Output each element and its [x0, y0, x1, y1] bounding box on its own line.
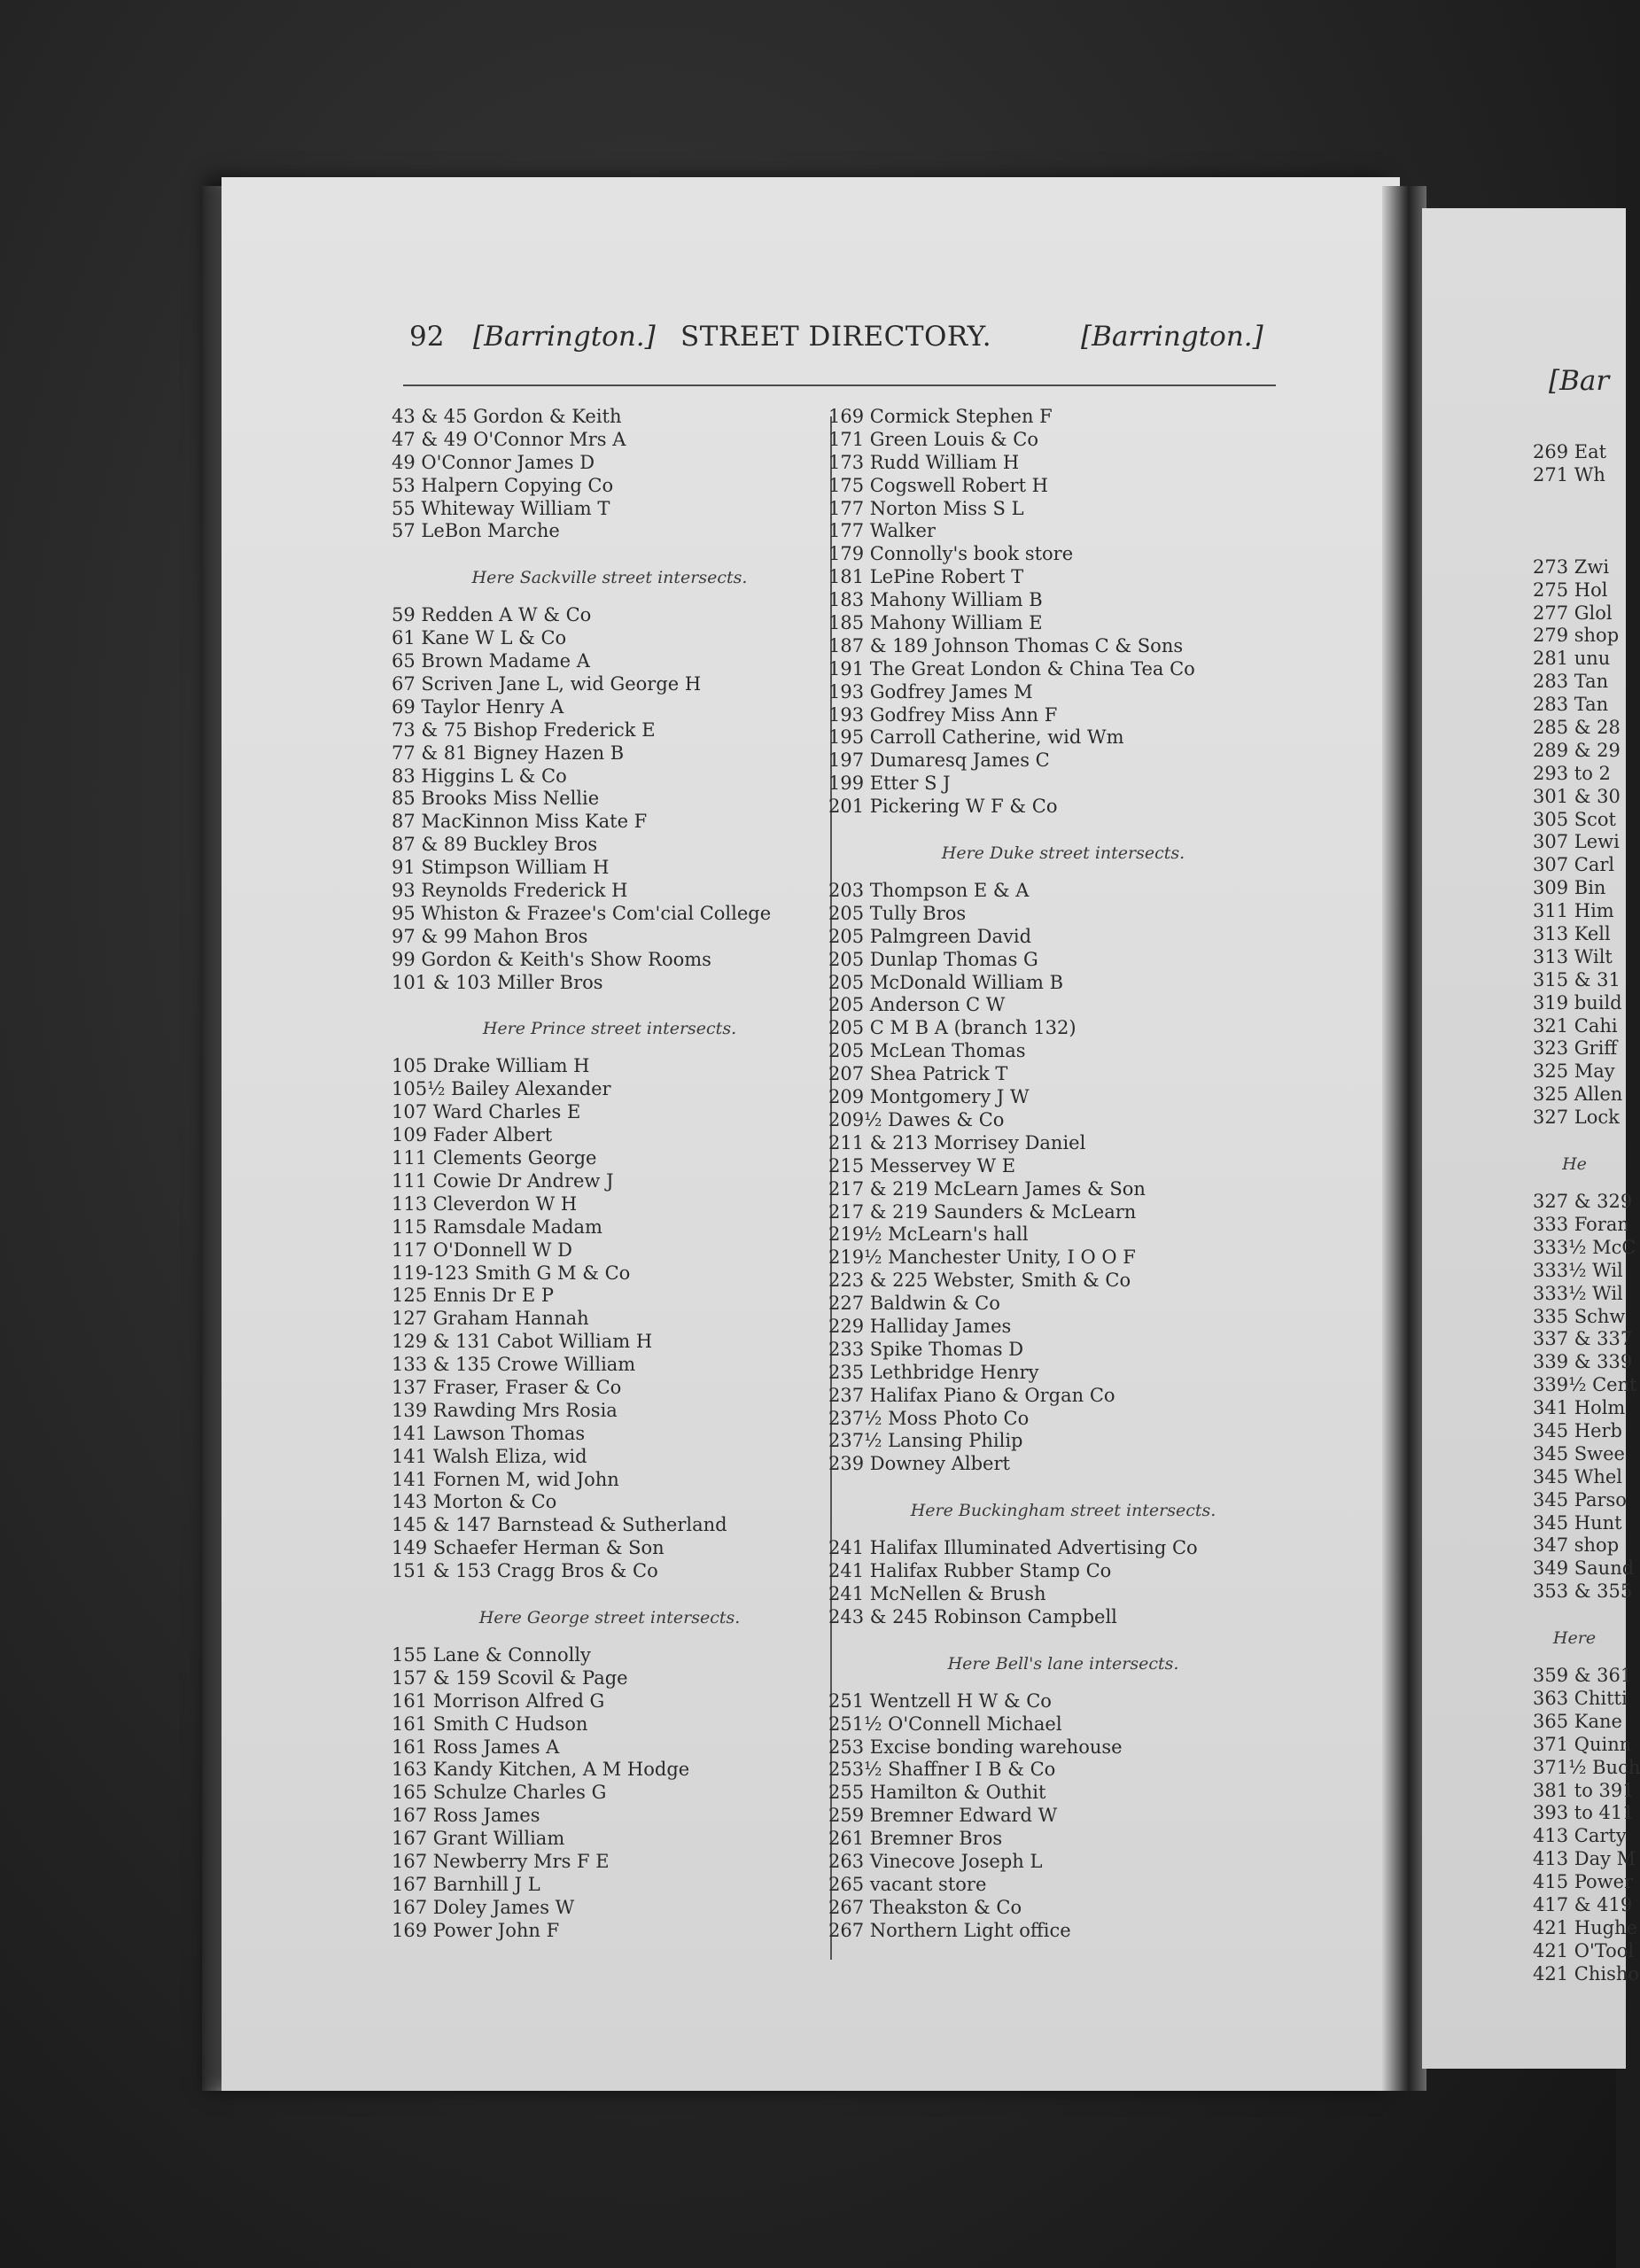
- directory-entry: 233 Spike Thomas D: [828, 1338, 1024, 1360]
- spacer: [828, 1675, 1298, 1690]
- spacer: [828, 865, 1298, 880]
- directory-entry: 167 Newberry Mrs F E: [392, 1850, 610, 1872]
- directory-entry: 57 LeBon Marche: [392, 520, 560, 542]
- directory-entry: 201 Pickering W F & Co: [828, 796, 1058, 818]
- directory-entry: 345 Parso: [1533, 1488, 1627, 1511]
- spacer: [392, 1040, 828, 1055]
- directory-entry: 293 to 2: [1533, 762, 1611, 784]
- directory-entry: 333 Foran: [1533, 1213, 1629, 1235]
- directory-entry: 59 Redden A W & Co: [392, 604, 592, 626]
- directory-entry: 261 Bremner Bros: [828, 1828, 1003, 1850]
- header-right-street: [Barrington.]: [1081, 321, 1263, 353]
- directory-entry: 205 Anderson C W: [828, 994, 1006, 1016]
- directory-entry: 241 McNellen & Brush: [828, 1582, 1046, 1604]
- directory-entry: 107 Ward Charles E: [392, 1101, 581, 1123]
- directory-entry: 179 Connolly's book store: [828, 543, 1074, 565]
- directory-entry: 283 Tan: [1533, 671, 1609, 693]
- directory-entry: 113 Cleverdon W H: [392, 1192, 578, 1215]
- directory-entry: 285 & 28: [1533, 717, 1621, 739]
- directory-entry: 333½ Wil: [1533, 1282, 1623, 1304]
- spacer: [1533, 533, 1616, 556]
- directory-entry: 335 Schw: [1533, 1305, 1626, 1327]
- directory-entry: 339 & 339: [1533, 1351, 1633, 1373]
- directory-entry: 169 Power John F: [392, 1919, 560, 1941]
- spacer: [828, 1522, 1298, 1537]
- directory-entry: 345 Swee: [1533, 1442, 1625, 1464]
- directory-entry: 269 Eat: [1533, 441, 1607, 462]
- directory-entry: 161 Smith C Hudson: [392, 1713, 588, 1735]
- directory-entry: 421 Chisho: [1533, 1962, 1640, 1984]
- directory-entry: 341 Holm: [1533, 1397, 1626, 1419]
- intersection-note: He: [1562, 1154, 1587, 1175]
- directory-entry: 273 Zwi: [1533, 555, 1610, 578]
- directory-entry: 237 Halifax Piano & Organ Co: [828, 1384, 1115, 1406]
- spacer: [392, 589, 828, 604]
- directory-entry: 205 C M B A (branch 132): [828, 1017, 1076, 1039]
- right-page-column: [1533, 441, 1640, 1986]
- directory-entry: 85 Brooks Miss Nellie: [392, 788, 600, 810]
- directory-entry: 227 Baldwin & Co: [828, 1293, 1000, 1315]
- directory-entry: 161 Ross James A: [392, 1736, 560, 1758]
- directory-entry: 117 O'Donnell W D: [392, 1239, 572, 1261]
- directory-entry: 185 Mahony William E: [828, 612, 1043, 634]
- directory-entry: 197 Dumaresq James C: [828, 750, 1050, 772]
- directory-entry: 325 Allen: [1533, 1084, 1623, 1106]
- directory-entry: 359 & 361: [1533, 1665, 1633, 1687]
- directory-entry: 283 Tan: [1533, 694, 1609, 716]
- directory-entry: 323 Griff: [1533, 1037, 1618, 1060]
- spacer: [392, 994, 828, 1017]
- directory-entry: 161 Morrison Alfred G: [392, 1689, 605, 1712]
- directory-entry: 163 Kandy Kitchen, A M Hodge: [392, 1759, 690, 1781]
- directory-entry: 93 Reynolds Frederick H: [392, 880, 628, 902]
- directory-entry: 217 & 219 Saunders & McLearn: [828, 1200, 1137, 1223]
- directory-entry: 313 Kell: [1533, 923, 1611, 945]
- directory-entry: 311 Him: [1533, 900, 1614, 922]
- directory-entry: 87 MacKinnon Miss Kate F: [392, 811, 648, 833]
- spacer: [1533, 1176, 1616, 1191]
- directory-entry: 209½ Dawes & Co: [828, 1108, 1005, 1130]
- directory-entry: 49 O'Connor James D: [392, 451, 595, 473]
- spacer: [1533, 1130, 1616, 1153]
- directory-entry: 195 Carroll Catherine, wid Wm: [828, 726, 1124, 749]
- directory-entry: 111 Cowie Dr Andrew J: [392, 1169, 614, 1192]
- directory-entry: 129 & 131 Cabot William H: [392, 1331, 653, 1353]
- spacer: [392, 543, 828, 566]
- directory-entry: 97 & 99 Mahon Bros: [392, 925, 588, 947]
- directory-entry: 305 Scot: [1533, 808, 1616, 830]
- spacer: [1533, 510, 1616, 533]
- book-gutter: [1382, 186, 1426, 2091]
- directory-entry: 125 Ennis Dr E P: [392, 1285, 554, 1307]
- directory-entry: 133 & 135 Crowe William: [392, 1354, 636, 1376]
- directory-entry: 265 vacant store: [828, 1873, 987, 1895]
- intersection-note: Here Buckingham street intersects.: [910, 1501, 1216, 1521]
- directory-entry: 205 McDonald William B: [828, 971, 1064, 993]
- directory-entry: 91 Stimpson William H: [392, 857, 610, 879]
- directory-entry: 167 Grant William: [392, 1828, 565, 1850]
- directory-entry: 279 shop: [1533, 625, 1620, 647]
- directory-entry: 191 The Great London & China Tea Co: [828, 657, 1195, 680]
- directory-entry: 181 LePine Robert T: [828, 566, 1024, 588]
- directory-entry: 119-123 Smith G M & Co: [392, 1262, 631, 1284]
- directory-entry: 155 Lane & Connolly: [392, 1643, 591, 1666]
- directory-entry: 237½ Moss Photo Co: [828, 1407, 1030, 1429]
- directory-entry: 111 Clements George: [392, 1147, 597, 1169]
- directory-entry: 219½ Manchester Unity, I O O F: [828, 1247, 1136, 1269]
- page-edge-shadow: [202, 186, 223, 2091]
- directory-entry: 217 & 219 McLearn James & Son: [828, 1177, 1146, 1200]
- directory-entry: 53 Halpern Copying Co: [392, 474, 614, 496]
- directory-entry: 349 Saund: [1533, 1557, 1635, 1580]
- directory-entry: 281 unu: [1533, 648, 1611, 670]
- spacer: [392, 1583, 828, 1606]
- directory-entry: 229 Halliday James: [828, 1315, 1012, 1337]
- directory-entry: 169 Cormick Stephen F: [828, 406, 1053, 427]
- spacer: [392, 1629, 828, 1644]
- spacer: [1533, 487, 1616, 510]
- page-number: 92: [409, 321, 445, 353]
- directory-entry: 73 & 75 Bishop Frederick E: [392, 718, 656, 741]
- directory-entry: 309 Bin: [1533, 877, 1606, 899]
- directory-entry: 275 Hol: [1533, 579, 1608, 601]
- directory-entry: 337 & 337: [1533, 1328, 1633, 1350]
- directory-entry: 145 & 147 Barnstead & Sutherland: [392, 1514, 727, 1536]
- directory-entry: 143 Morton & Co: [392, 1491, 557, 1513]
- directory-entry: 203 Thompson E & A: [828, 880, 1030, 902]
- directory-entry: 211 & 213 Morrisey Daniel: [828, 1131, 1086, 1153]
- directory-entry: 327 & 329: [1533, 1191, 1633, 1213]
- directory-entry: 307 Lewi: [1533, 831, 1620, 853]
- directory-entry: 315 & 31: [1533, 968, 1621, 990]
- directory-entry: 301 & 30: [1533, 785, 1621, 807]
- directory-entry: 251½ O'Connell Michael: [828, 1713, 1062, 1735]
- directory-entry: 371½ Buch: [1533, 1756, 1640, 1778]
- directory-entry: 363 Chitti: [1533, 1687, 1628, 1709]
- directory-entry: 417 & 419: [1533, 1893, 1633, 1915]
- directory-entry: 241 Halifax Rubber Stamp Co: [828, 1560, 1112, 1582]
- directory-entry: 151 & 153 Cragg Bros & Co: [392, 1560, 658, 1582]
- directory-entry: 253½ Shaffner I B & Co: [828, 1759, 1056, 1781]
- directory-entry: 193 Godfrey Miss Ann F: [828, 703, 1058, 726]
- directory-entry: 393 to 411: [1533, 1802, 1635, 1824]
- directory-entry: 325 May: [1533, 1060, 1615, 1083]
- directory-entry: 101 & 103 Miller Bros: [392, 971, 603, 993]
- directory-entry: 207 Shea Patrick T: [828, 1063, 1008, 1085]
- directory-entry: 243 & 245 Robinson Campbell: [828, 1605, 1117, 1627]
- directory-entry: 77 & 81 Bigney Hazen B: [392, 742, 625, 764]
- directory-entry: 87 & 89 Buckley Bros: [392, 834, 598, 856]
- directory-entry: 183 Mahony William B: [828, 589, 1043, 611]
- directory-entry: 267 Theakston & Co: [828, 1896, 1022, 1918]
- directory-entry: 277 Glol: [1533, 602, 1613, 624]
- directory-entry: 307 Carl: [1533, 854, 1615, 876]
- directory-entry: 205 Tully Bros: [828, 902, 967, 924]
- directory-entry: 141 Walsh Eliza, wid: [392, 1445, 587, 1467]
- directory-entry: 139 Rawding Mrs Rosia: [392, 1399, 618, 1421]
- directory-entry: 205 McLean Thomas: [828, 1040, 1026, 1062]
- directory-entry: 415 Power: [1533, 1871, 1634, 1893]
- directory-entry: 413 Day M: [1533, 1848, 1636, 1870]
- directory-entry: 321 Cahi: [1533, 1014, 1618, 1037]
- directory-column-1: [392, 406, 828, 1943]
- directory-entry: 177 Norton Miss S L: [828, 497, 1024, 519]
- directory-entry: 271 Wh: [1533, 463, 1605, 485]
- directory-entry: 137 Fraser, Fraser & Co: [392, 1376, 622, 1398]
- directory-entry: 215 Messervey W E: [828, 1154, 1016, 1177]
- directory-entry: 223 & 225 Webster, Smith & Co: [828, 1270, 1131, 1292]
- directory-entry: 199 Etter S J: [828, 773, 951, 795]
- directory-entry: 239 Downey Albert: [828, 1453, 1010, 1475]
- directory-entry: 193 Godfrey James M: [828, 680, 1033, 703]
- directory-entry: 47 & 49 O'Connor Mrs A: [392, 428, 626, 450]
- directory-entry: 259 Bremner Edward W: [828, 1805, 1058, 1827]
- directory-entry: 327 Lock: [1533, 1107, 1620, 1129]
- header-rule: [403, 384, 1276, 386]
- directory-entry: 413 Carty: [1533, 1825, 1627, 1847]
- spacer: [1533, 1604, 1616, 1627]
- intersection-note: Here George street intersects.: [478, 1607, 741, 1627]
- directory-entry: 149 Schaefer Herman & Son: [392, 1537, 665, 1559]
- intersection-note: Here Prince street intersects.: [482, 1019, 737, 1039]
- directory-entry: 95 Whiston & Frazee's Com'cial College: [392, 902, 772, 924]
- header-left-street: [Barrington.]: [473, 321, 656, 353]
- directory-entry: 421 O'Tool: [1533, 1939, 1635, 1961]
- directory-entry: 105½ Bailey Alexander: [392, 1078, 611, 1100]
- directory-entry: 345 Whel: [1533, 1465, 1623, 1487]
- directory-entry: 209 Montgomery J W: [828, 1086, 1030, 1108]
- directory-entry: 347 shop: [1533, 1534, 1620, 1557]
- directory-entry: 105 Drake William H: [392, 1055, 590, 1077]
- directory-entry: 141 Fornen M, wid John: [392, 1468, 619, 1490]
- directory-entry: 237½ Lansing Philip: [828, 1430, 1023, 1452]
- directory-entry: 109 Fader Albert: [392, 1124, 553, 1146]
- directory-entry: 99 Gordon & Keith's Show Rooms: [392, 948, 711, 970]
- directory-entry: 177 Walker: [828, 520, 936, 542]
- directory-entry: 55 Whiteway William T: [392, 497, 610, 519]
- directory-entry: 371 Quinn: [1533, 1733, 1632, 1755]
- directory-entry: 187 & 189 Johnson Thomas C & Sons: [828, 634, 1184, 656]
- directory-entry: 333½ McC: [1533, 1236, 1636, 1258]
- directory-entry: 69 Taylor Henry A: [392, 695, 564, 718]
- directory-entry: 263 Vinecove Joseph L: [828, 1850, 1043, 1872]
- directory-entry: 251 Wentzell H W & Co: [828, 1689, 1052, 1712]
- directory-entry: 339½ Cent: [1533, 1374, 1637, 1396]
- spacer: [828, 1629, 1298, 1652]
- directory-entry: 167 Ross James: [392, 1805, 540, 1827]
- intersection-note: Here Bell's lane intersects.: [947, 1653, 1179, 1674]
- spacer: [828, 1476, 1298, 1499]
- directory-entry: 219½ McLearn's hall: [828, 1223, 1029, 1246]
- intersection-note: Here Sackville street intersects.: [471, 568, 748, 588]
- directory-entry: 319 build: [1533, 991, 1622, 1014]
- directory-entry: 175 Cogswell Robert H: [828, 474, 1048, 496]
- directory-entry: 381 to 391: [1533, 1779, 1635, 1801]
- directory-entry: 267 Northern Light office: [828, 1919, 1071, 1941]
- directory-entry: 165 Schulze Charles G: [392, 1782, 607, 1804]
- directory-entry: 353 & 355: [1533, 1581, 1633, 1603]
- directory-entry: 313 Wilt: [1533, 945, 1613, 967]
- spacer: [1533, 1650, 1616, 1665]
- directory-entry: 205 Dunlap Thomas G: [828, 948, 1038, 970]
- directory-entry: 167 Doley James W: [392, 1896, 575, 1918]
- directory-entry: 205 Palmgreen David: [828, 925, 1032, 947]
- page-title: STREET DIRECTORY.: [680, 321, 992, 353]
- directory-column-2: [828, 406, 1298, 1943]
- directory-entry: 235 Lethbridge Henry: [828, 1361, 1039, 1383]
- directory-entry: 115 Ramsdale Madam: [392, 1216, 602, 1238]
- directory-entry: 167 Barnhill J L: [392, 1873, 540, 1895]
- directory-entry: 43 & 45 Gordon & Keith: [392, 406, 622, 427]
- spacer: [828, 819, 1298, 842]
- directory-entry: 65 Brown Madame A: [392, 650, 590, 672]
- page-header: [399, 321, 1276, 365]
- directory-entry: 127 Graham Hannah: [392, 1308, 589, 1330]
- directory-entry: 289 & 29: [1533, 739, 1621, 761]
- directory-entry: 255 Hamilton & Outhit: [828, 1782, 1046, 1804]
- directory-entry: 345 Hunt: [1533, 1511, 1622, 1534]
- directory-entry: 157 & 159 Scovil & Page: [392, 1666, 628, 1689]
- directory-entry: 173 Rudd William H: [828, 451, 1020, 473]
- directory-entry: 141 Lawson Thomas: [392, 1422, 586, 1444]
- directory-entry: 253 Excise bonding warehouse: [828, 1736, 1123, 1758]
- directory-entry: 83 Higgins L & Co: [392, 765, 567, 787]
- directory-entry: 67 Scriven Jane L, wid George H: [392, 673, 702, 695]
- intersection-note: Here Duke street intersects.: [941, 843, 1185, 864]
- directory-entry: 171 Green Louis & Co: [828, 428, 1038, 450]
- intersection-note: Here: [1552, 1628, 1597, 1649]
- directory-entry: 345 Herb: [1533, 1419, 1622, 1441]
- directory-entry: 61 Kane W L & Co: [392, 627, 567, 649]
- directory-entry: 241 Halifax Illuminated Advertising Co: [828, 1537, 1198, 1559]
- right-page-header: [Bar: [1549, 365, 1610, 397]
- directory-entry: 365 Kane: [1533, 1710, 1622, 1732]
- directory-entry: 333½ Wil: [1533, 1259, 1623, 1281]
- directory-entry: 421 Hughe: [1533, 1916, 1637, 1938]
